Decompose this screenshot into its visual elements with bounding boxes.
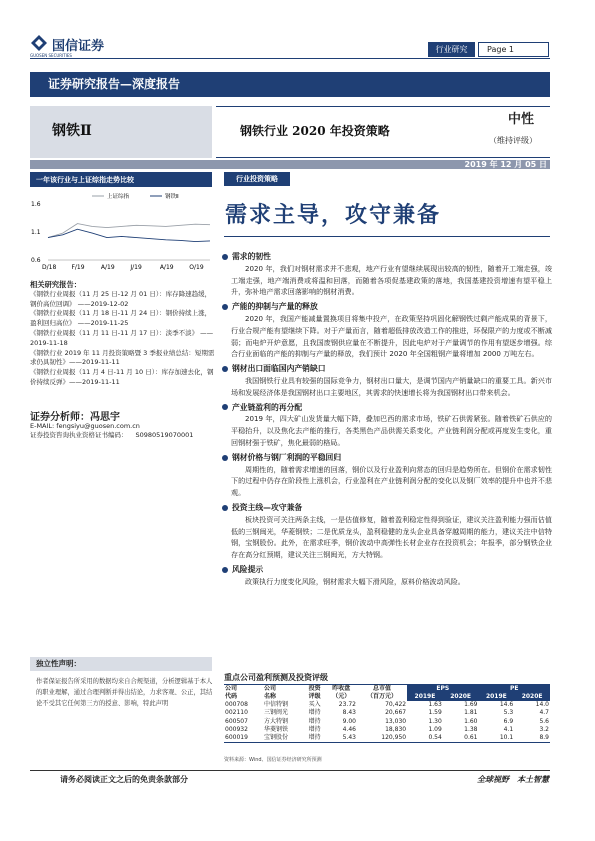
table-cell: 18,830 — [385, 725, 407, 733]
table-cell: 5.6 — [539, 717, 549, 725]
col-header: 2020E — [443, 693, 479, 701]
legend-label: 上证综指 — [107, 194, 130, 200]
col-header: 评级 — [308, 693, 321, 700]
table-cell: 120,950 — [357, 734, 407, 743]
table-cell: 002110 — [225, 709, 248, 717]
table-cell: 增持 — [308, 709, 321, 717]
table-cell: 中信特钢 — [263, 701, 288, 708]
forecast-table — [224, 684, 550, 743]
table-cell: 方大特钢 — [263, 717, 288, 725]
table-row — [224, 726, 550, 734]
section-text: 2020 年，我国产能减量置换项目将集中投产，在政策坚持巩固化解钢铁过剩产能成果的背景下，行业合规产能有望继续下降。对于产量而言，随着超低排放改造工作的推进，环保限产的力度或不断减弱；而电炉开炉意愿，且我国废钢供应量在不断提升，因此电炉对于产量调节的作用有望逐步增强。综合行业面临的产能的抑制与产量的释放，我们预计 2020 年全国粗钢产量将增加 2000 万吨左右。 — [231, 313, 552, 359]
analyst-cert — [30, 431, 215, 440]
bullet-icon — [222, 366, 228, 372]
main-divider — [224, 236, 550, 237]
report-type-banner: 证券研究报告—深度报告 — [30, 72, 550, 97]
report-date: 2019 年 12 月 05 日 — [464, 160, 547, 169]
main-title: 需求主导，攻守兼备 — [225, 202, 442, 228]
section-heading: 产能的抑制与产量的释放 — [222, 301, 552, 313]
table-cell: 1.60 — [464, 717, 478, 725]
col-group-pe: PE — [479, 685, 551, 694]
related-item[interactable]: 《钢铁行业周报（11 月 25 日-12 月 01 日）：库存降速趋缓，钢价高位回调》 ——2019-12-02 — [30, 289, 212, 308]
analyst-title: 证券分析师：冯思宇 — [30, 412, 120, 423]
page-number: Page 1 — [478, 42, 549, 57]
related-title: 相关研究报告： — [30, 280, 82, 289]
rating: 中性 — [508, 112, 535, 127]
table-cell: 1.09 — [428, 725, 442, 733]
table-cell: 70,422 — [385, 701, 407, 708]
logo — [30, 33, 110, 58]
bullet-icon — [222, 254, 228, 260]
section-text: 政策执行力度变化风险，钢材需求大幅下滑风险，原料价格波动风险。 — [245, 576, 465, 586]
footer-divider — [30, 770, 550, 771]
col-header: 公司 — [224, 685, 263, 694]
table-cell: 0.61 — [443, 734, 479, 743]
table-cell: 三钢闽光 — [263, 709, 288, 717]
section-heading: 风险提示 — [222, 564, 552, 576]
table-cell: 华菱钢铁 — [263, 725, 288, 733]
section-heading: 需求的韧性 — [222, 251, 552, 263]
table-source: 资料来源：Wind、国信证券经济研究所预测 — [224, 757, 322, 763]
table-row — [224, 718, 550, 726]
footer-disclaimer: 请务必阅读正文之后的免责条款部分 — [60, 775, 188, 784]
section-heading: 产业链盈利的再分配 — [222, 402, 552, 414]
report-title: 钢铁行业 2020 年投资策略 — [240, 124, 390, 138]
table-cell: 600019 — [224, 734, 263, 743]
table-cell: 8.43 — [342, 709, 356, 717]
section-text: 2020 年，我们对钢材需求并不悲观，地产行业有望继续展现出较高的韧性，随着开工端走强，竣工端走强，地产端消费或将温和回落，而随着各项促基建政策的落地，我国基建投资增速有望平稳上升，弥补地产需求回落影响的钢材消费。 — [231, 263, 552, 297]
col-header: （元） — [332, 693, 351, 700]
table-cell: 宝钢股份 — [263, 734, 304, 743]
table-cell: 1.63 — [428, 701, 442, 708]
table-cell: 600507 — [225, 717, 248, 725]
y-tick-label: 0.6 — [31, 257, 41, 264]
related-item[interactable]: 《钢铁行业周报（11 月 11 日-11 月 17 日）：淡季不淡》 ——2019-11-18 — [30, 328, 214, 347]
related-item[interactable]: 《钢铁行业周报（11 月 4 日-11 月 10 日）：库存加速去化，钢价持续反弹》——2019-11-11 — [30, 368, 214, 386]
table-cell: 10.1 — [479, 734, 515, 743]
col-header: 昨收盘 — [326, 685, 357, 694]
table-cell: 4.46 — [342, 725, 356, 733]
sector-name: 钢铁Ⅱ — [52, 123, 92, 139]
header-divider — [30, 58, 550, 59]
table-cell: 000932 — [225, 725, 248, 733]
x-tick-label: D/18 — [42, 264, 57, 271]
cert-label: 证券投资咨询执业资格证书编码： — [30, 430, 128, 439]
table-cell: 5.43 — [326, 734, 357, 743]
chart-header: 一年该行业与上证综指走势比较 — [30, 172, 212, 187]
table-cell: 增持 — [304, 734, 326, 743]
table-cell: 0.54 — [407, 734, 443, 743]
related-reports — [30, 280, 215, 388]
col-header: 总市值 — [357, 685, 407, 694]
x-tick-label: A/19 — [100, 264, 115, 271]
col-header: 2019E — [479, 693, 515, 701]
related-item[interactable]: 《钢铁行业周报（11 月 18 日-11 月 24 日）：钢价持续上涨，盈利回归高位》 ——2019-11-25 — [30, 309, 212, 328]
table-cell: 8.9 — [514, 734, 550, 743]
table-cell: 1.69 — [464, 701, 478, 708]
table-cell: 6.9 — [503, 717, 514, 725]
declaration-title: 独立性声明： — [30, 657, 212, 671]
table-cell: 1.38 — [464, 725, 478, 733]
col-header: 名称 — [263, 693, 276, 700]
col-header: 投资 — [304, 685, 326, 694]
trend-chart — [30, 190, 215, 274]
analyst-info — [30, 422, 215, 439]
section-text: 板块投资可关注两条主线，一是估值修复，随着盈利稳定性得到验证，建议关注盈利能力强而估值低的三钢闽光，华菱钢铁；二是优质龙头，盈利稳健的龙头企业具备穿越周期的能力，建议关注中信特钢，宝钢股份。此外，在需求旺季，钢价波动中高弹性长材企业存在投资机会；年报季，部分钢铁企业存在高分红预期，建议关注三钢闽光，方大特钢。 — [231, 514, 552, 560]
table-cell: 增持 — [308, 717, 321, 725]
table-cell: 5.3 — [503, 709, 514, 717]
section-heading: 钢材价格与钢厂利润的平稳回归 — [222, 452, 552, 464]
logo-subtext: GUOSEN SECURITIES — [30, 53, 72, 58]
table-row — [224, 734, 550, 743]
bullet-icon — [222, 505, 228, 511]
analyst-email[interactable]: E-MAIL: fengsiyu@guosen.com.cn — [30, 422, 140, 430]
section-heading: 投资主线—攻守兼备 — [222, 502, 552, 514]
section-heading: 钢材出口面临国内产销缺口 — [222, 363, 552, 375]
bullet-icon — [222, 455, 228, 461]
section-text: 我国钢铁行业具有较强的国际竞争力，钢材出口量大，是调节国内产销量缺口的重要工具。新兴市场和发展经济体是我国钢材出口主要地区，其需求的快速增长将为我国钢材出口带来机会。 — [231, 375, 552, 397]
table-cell: 14.0 — [535, 701, 549, 708]
table-cell: 增持 — [308, 725, 321, 733]
cert-number: S0980519070001 — [135, 430, 194, 439]
table-title: 重点公司盈利预测及投资评级 — [224, 672, 328, 682]
legend-label: 钢铁Ⅱ — [165, 194, 179, 200]
table-row — [224, 709, 550, 717]
x-tick-label: J/19 — [130, 264, 142, 271]
table-cell: 买入 — [308, 701, 321, 708]
x-tick-label: F/19 — [71, 264, 85, 271]
footer-slogan: 全球视野 本土智慧 — [477, 775, 549, 784]
table-cell: 1.81 — [464, 709, 478, 717]
table-cell: 23.72 — [338, 701, 356, 708]
declaration-body: 作者保证报告所采用的数据均来自合规渠道，分析逻辑基于本人的职业理解，通过合理判断并得出结论，力求客观、公正，其结论不受其它任何第三方的授意、影响，特此声明 — [36, 678, 213, 707]
table-cell: 13,030 — [385, 717, 407, 725]
col-header: 公司 — [263, 685, 304, 694]
col-header: 代码 — [225, 693, 238, 700]
table-cell: 4.7 — [539, 709, 549, 717]
content-body — [222, 248, 552, 590]
bullet-icon — [222, 304, 228, 310]
series-line-0 — [48, 224, 210, 238]
table-cell: 1.30 — [428, 717, 442, 725]
y-tick-label: 1.6 — [31, 201, 41, 208]
table-cell: 14.6 — [499, 701, 514, 708]
series-line-1 — [48, 229, 210, 241]
x-tick-label: O/19 — [189, 264, 204, 271]
logo-icon — [30, 34, 48, 52]
table-cell: 9.00 — [342, 717, 356, 725]
sector-box — [30, 106, 212, 158]
table-cell: 4.1 — [503, 725, 514, 733]
x-tick-label: A/19 — [159, 264, 174, 271]
section-text: 周期性的，随着需求增速的回落，钢价以及行业盈利向常态的回归是趋势所在。但钢价在需求韧性下的过程中仍存在阶段性上涨机会，行业盈利在产业链利润分配的变化以及钢厂效率的提升中也并不悲观。 — [231, 464, 552, 498]
section-tag: 行业投资策略 — [224, 172, 290, 186]
col-header: 2020E — [514, 693, 550, 701]
logo-text: 国信证券 — [52, 39, 105, 54]
col-header: （百万元） — [367, 693, 398, 700]
bullet-icon — [222, 404, 228, 410]
table-cell: 1.59 — [428, 709, 442, 717]
col-group-eps: EPS — [407, 685, 478, 694]
table-cell: 20,667 — [385, 709, 407, 717]
related-item[interactable]: 《钢铁行业 2019 年 11 月投资策略暨 3 季报业绩总结：短期需求仍具韧性》——2019-11-11 — [30, 348, 215, 367]
y-tick-label: 1.1 — [31, 229, 41, 236]
header-tag: 行业研究 — [428, 42, 475, 57]
rating-sub: （维持评级） — [489, 136, 537, 145]
bullet-icon — [222, 567, 228, 573]
section-text: 2019 年，四大矿山发货量大幅下降，叠加巴西的需求市场，铁矿石供需紧张。随着铁矿石供应的平稳抬升，以及焦化去产能的推行，各类黑色产品供需关系变化，产业链利润分配或再度发生变化，重回钢材强于铁矿，焦化最弱的格局。 — [231, 414, 552, 447]
table-cell: 3.2 — [539, 725, 549, 733]
table-cell: 000708 — [225, 701, 248, 708]
col-header: 2019E — [407, 693, 443, 701]
